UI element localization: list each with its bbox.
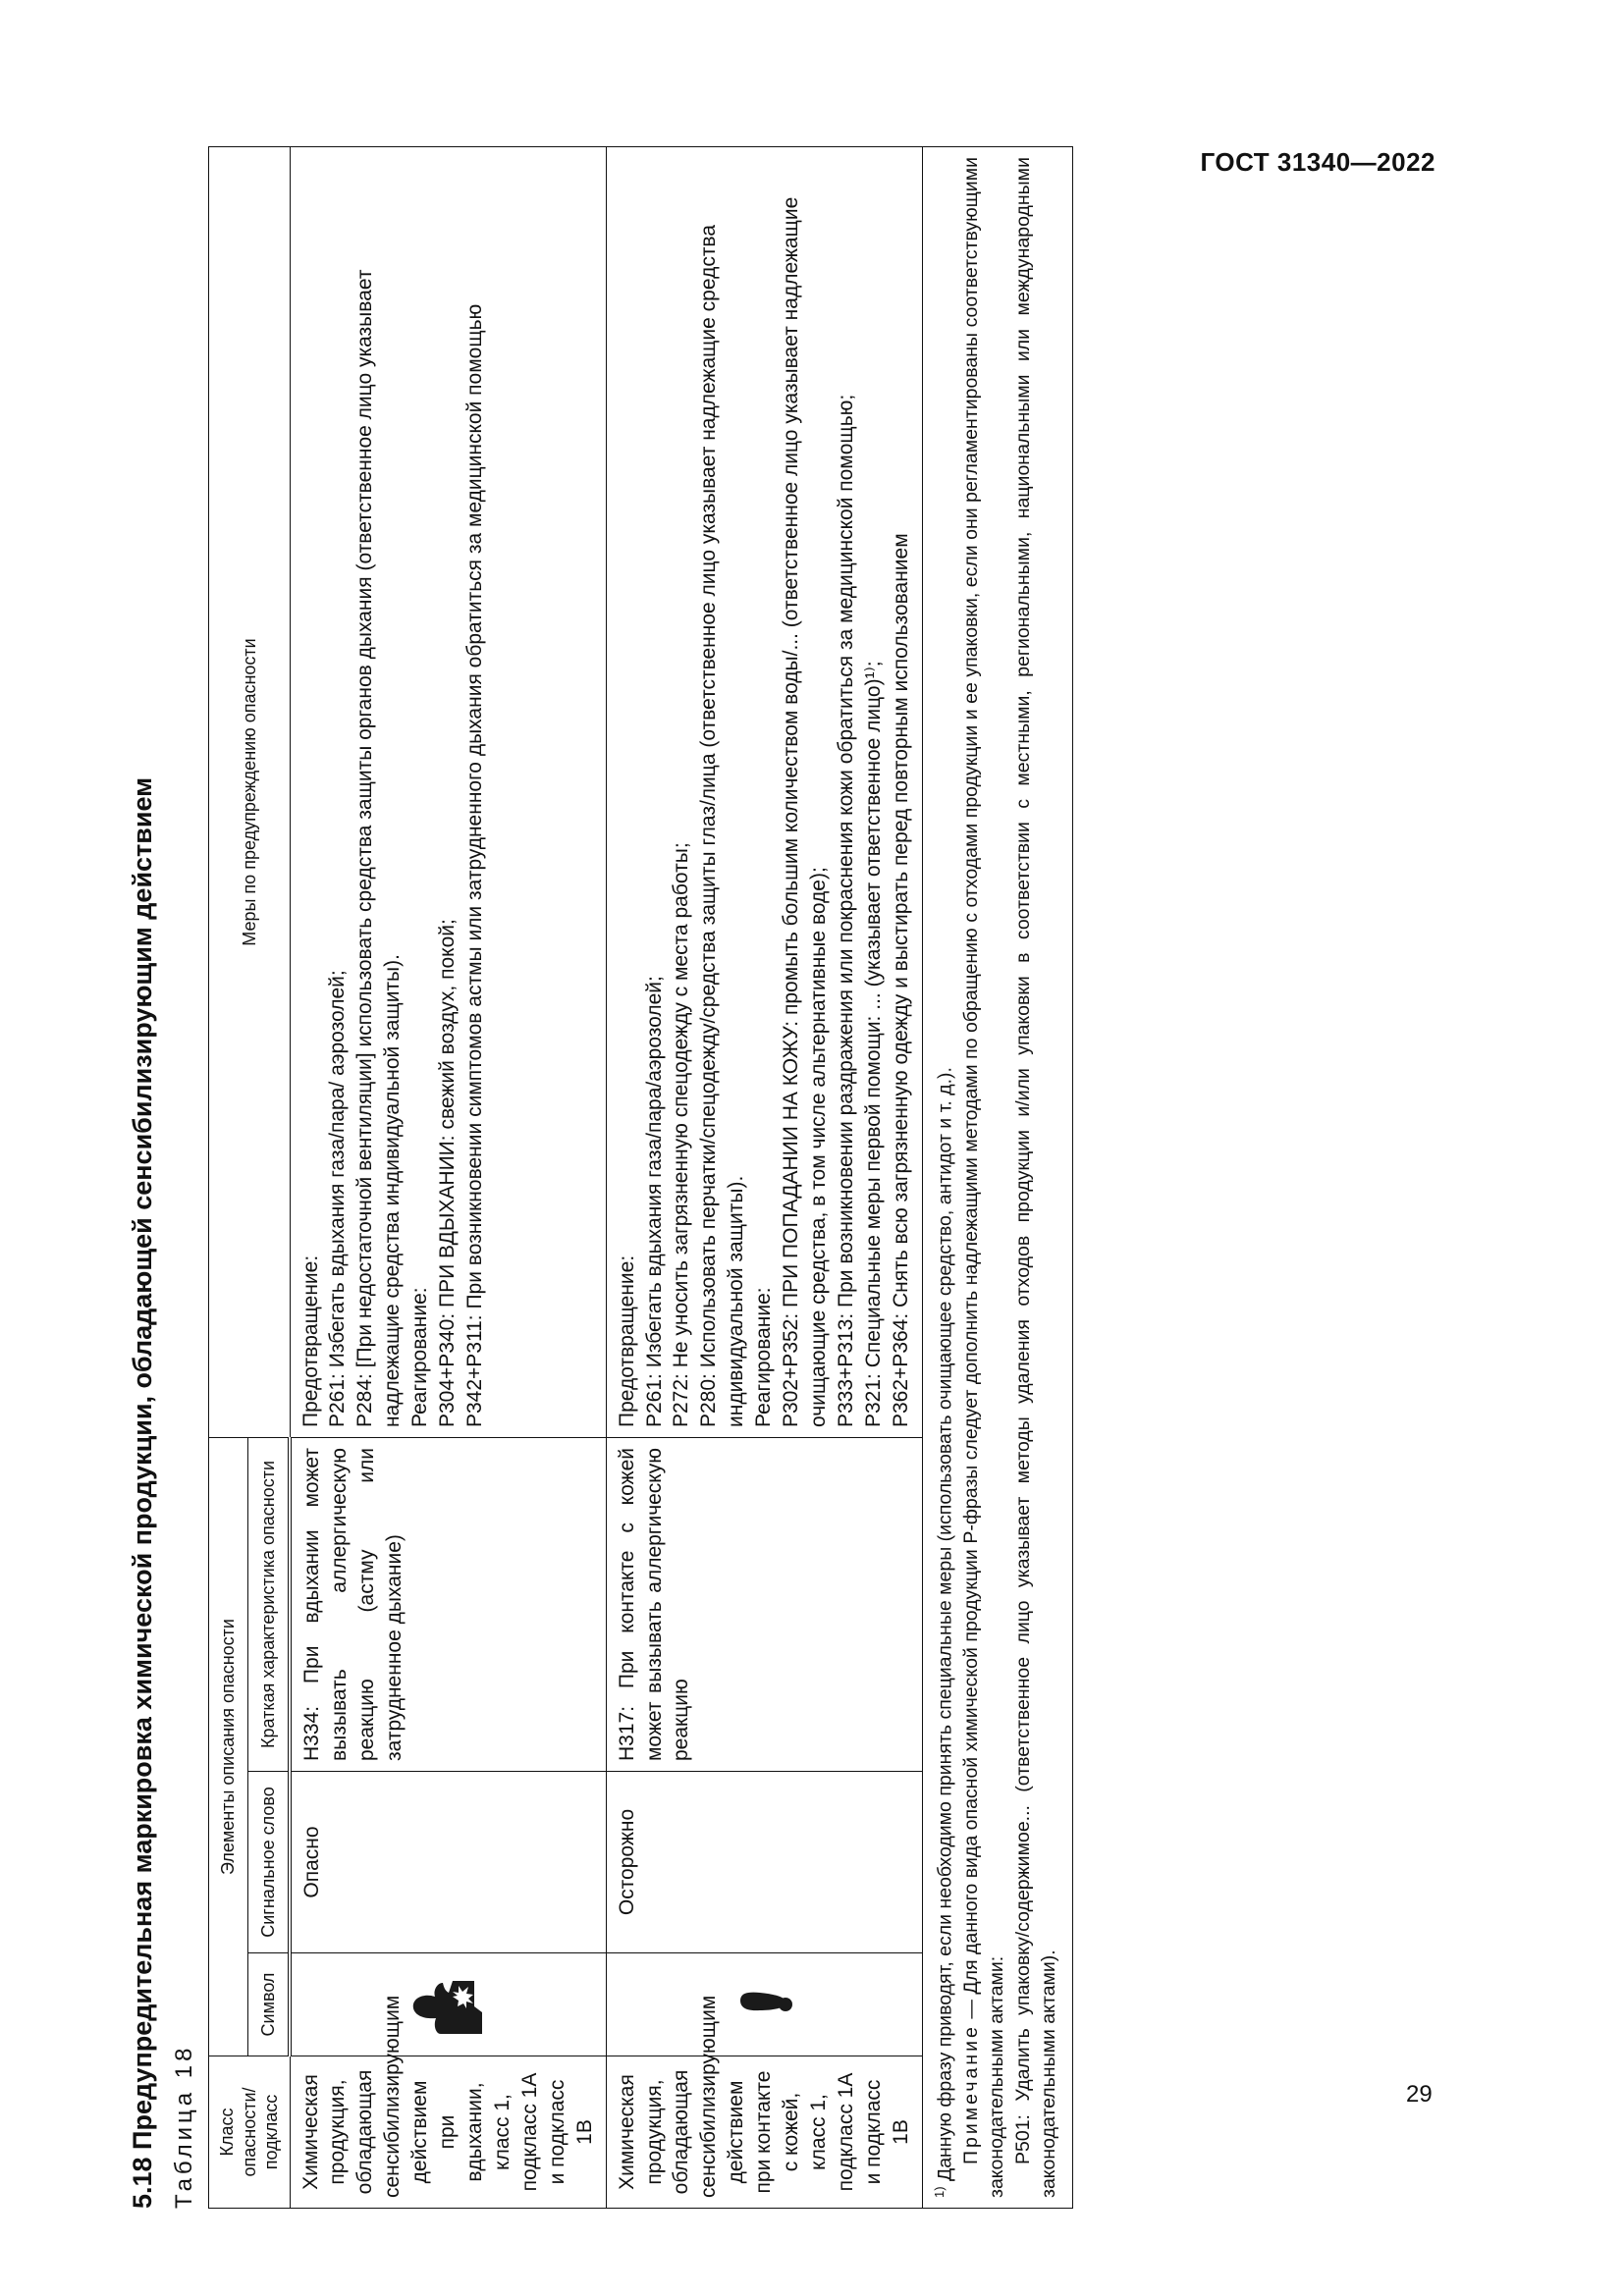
header-short-description: Краткая характеристика опасности: [248, 1438, 290, 1772]
health-hazard-pictogram-icon: [404, 1963, 486, 2046]
exclamation-mark-pictogram-icon: [719, 1963, 801, 2046]
measure-line: Р272: Не уносить загрязненную спецодежду с места работы;: [670, 842, 693, 1427]
header-measures: Меры по предупреждению опасности: [209, 147, 291, 1438]
p501-text: Р501: Удалить упаковку/содержимое... (ответственное лицо указывает методы удаления отходов продукции и/или упаковки в соответствии с местными, региональными, национальными или международными законодательными актами).: [1011, 157, 1060, 2198]
measure-line: Р280: Использовать перчатки/спецодежду/средства защиты глаз/лица (ответственное лицо указывает надлежащие средства индивидуальной защиты).: [697, 224, 748, 1427]
page-number: 29: [1406, 2081, 1433, 2108]
section-title: 5.18 Предупредительная маркировка химической продукции, обладающей сенсибилизирующим действием: [128, 776, 157, 2209]
measure-line: Предотвращение:: [615, 1255, 638, 1427]
header-elements-group: Элементы описания опасности: [209, 1438, 248, 2056]
table-caption: Таблица 18: [171, 2044, 197, 2209]
symbol-cell: [606, 1953, 922, 2056]
measure-line: Реагирование:: [408, 1287, 432, 1427]
short-description-cell: Н317: При контакте с кожей может вызывать аллергическую реакцию: [606, 1438, 922, 1772]
table-footer-row: [922, 147, 1072, 2209]
short-description-cell: Н334: При вдыхании может вызывать аллергическую реакцию (астму или затрудненное дыхание): [290, 1438, 606, 1772]
measure-line: Р261: Избегать вдыхания газа/пара/аэрозолей;: [642, 976, 666, 1427]
hazard-class-cell: Химическая продукция, обладающая сенсибилизирующим действием при контакте с кожей, класс 1, подкласс 1А и подкласс 1В: [606, 2056, 922, 2209]
measures-cell: [290, 147, 606, 1438]
measure-line: Р302+Р352: ПРИ ПОПАДАНИИ НА КОЖУ: промыть большим количеством воды/... (ответственное лицо указывает надлежащие очищающие средства, в том числе альтернативные воде);: [780, 196, 831, 1427]
measure-line: Предотвращение:: [298, 1255, 322, 1427]
header-signal-word: Сигнальное слово: [248, 1772, 290, 1953]
note: [958, 157, 1010, 2198]
footnote-text: Данную фразу приводят, если необходимо принять специальные меры (использовать очищающее средство, антидот и т. д.).: [934, 1067, 956, 2182]
signal-word-cell: Осторожно: [606, 1772, 922, 1953]
footnote: [931, 157, 958, 2198]
measure-line: Р321: Специальные меры первой помощи: ... (указывает ответственное лицо)¹⁾;: [861, 661, 885, 1427]
measure-line: Р284: [При недостаточной вентиляции] использовать средства защиты органов дыхания (ответственное лицо указывает надлежащие средства индивидуальной защиты).: [353, 269, 405, 1427]
note-text: — Для данного вида опасной химической продукции Р-фразы следует дополнить надлежащими методами по обращению с отходами продукции и ее упаковки, если они регламентированы соответствующими законодательными актами:: [959, 156, 1008, 2198]
measure-line: Р362+Р364: Снять всю загрязненную одежду и выстирать перед повторным использованием: [889, 533, 912, 1427]
symbol-cell: [290, 1953, 606, 2056]
header-class: Класс опасности/ подкласс: [209, 2056, 291, 2209]
hazard-table: [208, 146, 1073, 2209]
measure-line: Р342+Р311: При возникновении симптомов астмы или затрудненного дыхания обратиться за медицинской помощью: [463, 303, 487, 1427]
document-code: ГОСТ 31340—2022: [1200, 147, 1435, 177]
note-label: Примечание: [959, 2024, 982, 2164]
measure-line: Р261: Избегать вдыхания газа/пара/ аэрозолей;: [326, 970, 350, 1427]
hazard-class-cell: Химическая продукция, обладающая сенсибилизирующим действием при вдыхании, класс 1, подкласс 1А и подкласс 1В: [290, 2056, 606, 2209]
table-row: [606, 147, 922, 2209]
measure-line: Р304+Р340: ПРИ ВДЫХАНИИ: свежий воздух, покой;: [436, 919, 460, 1427]
table-notes: [922, 147, 1072, 2209]
measure-line: Реагирование:: [752, 1287, 776, 1427]
table-row: [290, 147, 606, 2209]
rotated-page-body: [128, 147, 1335, 2209]
measures-cell: [606, 147, 922, 1438]
measure-line: Р333+Р313: При возникновении раздражения или покраснения кожи обратиться за медицинской помощью;: [835, 394, 858, 1427]
header-symbol: Символ: [248, 1953, 290, 2056]
signal-word-cell: Опасно: [290, 1772, 606, 1953]
footnote-marker: 1): [931, 2186, 947, 2198]
